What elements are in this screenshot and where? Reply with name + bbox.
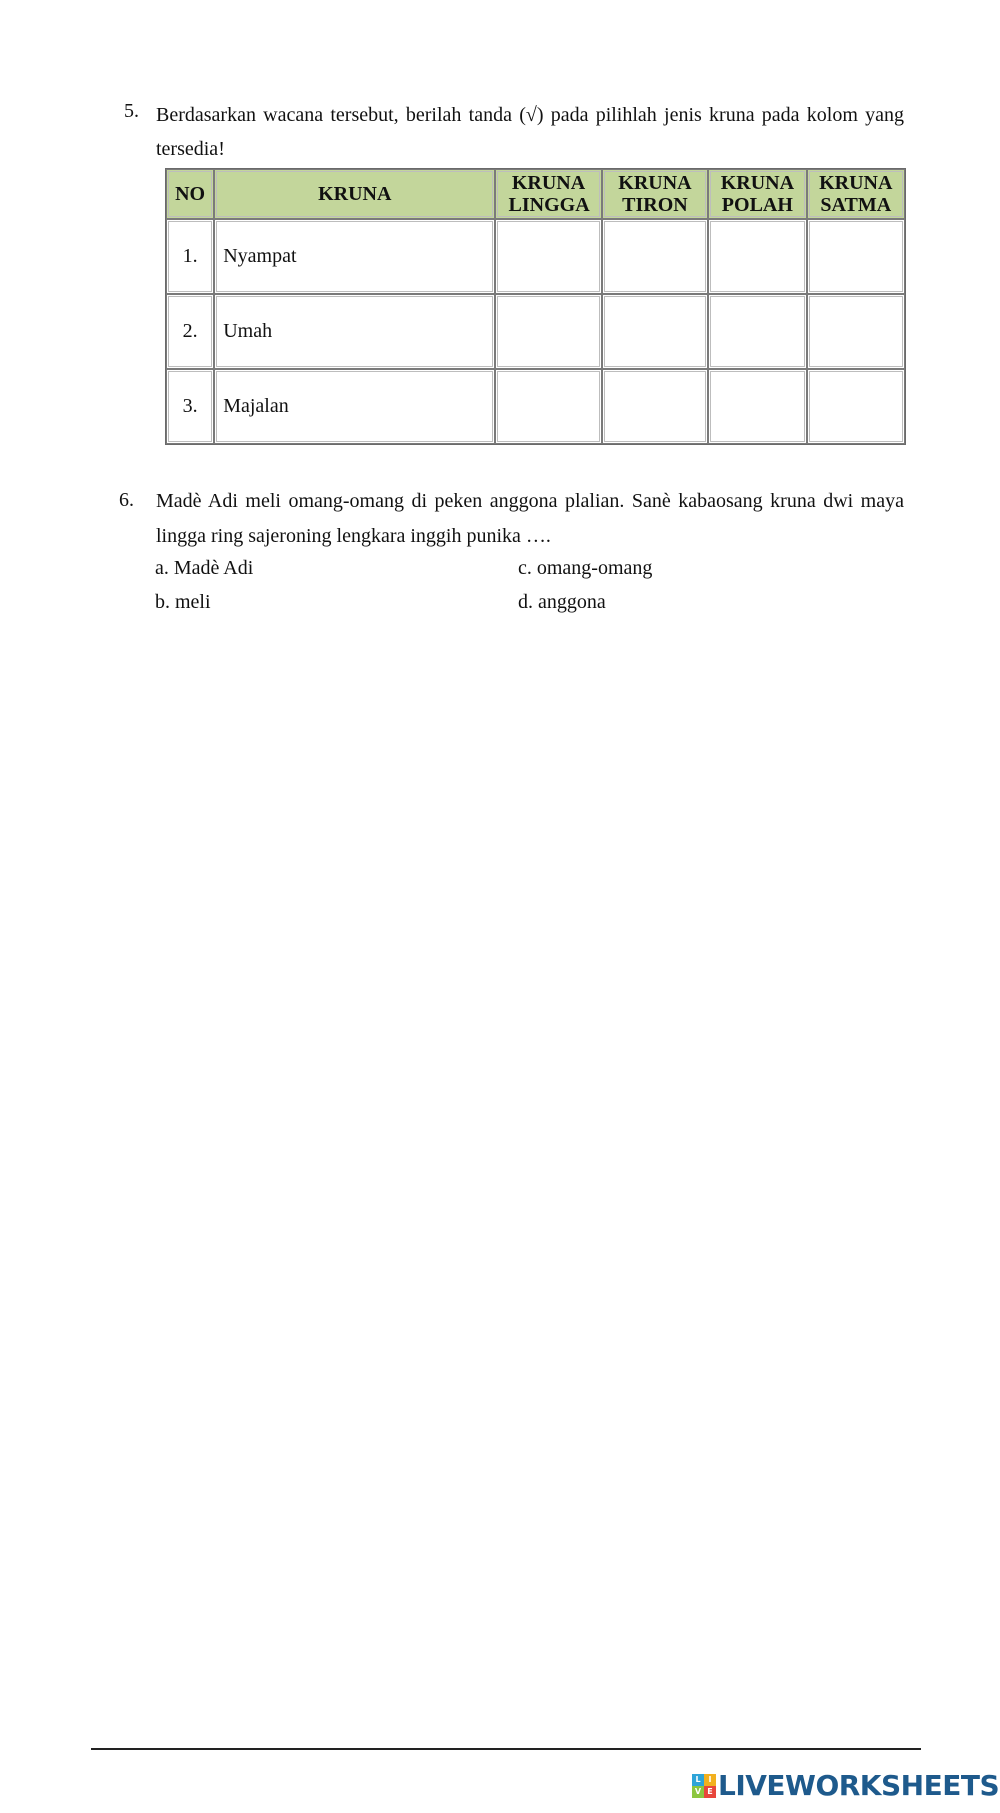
row-word: Umah (214, 294, 495, 369)
row-number: 2. (166, 294, 214, 369)
question-6-text: Madè Adi meli omang-omang di peken anggona plalian. Sanè kabaosang kruna dwi maya lingga ring sajeroning lengkara inggih punika …. (156, 490, 904, 547)
answer-cell-satma[interactable] (807, 219, 905, 294)
answer-cell-lingga[interactable] (495, 219, 601, 294)
question-6-number: 6. (119, 489, 134, 511)
question-5-number: 5. (124, 100, 139, 122)
header-kruna-polah-label: KRUNA POLAH (720, 172, 795, 216)
answer-cell-lingga[interactable] (495, 369, 601, 444)
answer-cell-satma[interactable] (807, 294, 905, 369)
row-word: Majalan (214, 369, 495, 444)
table-row (166, 294, 905, 369)
option-b[interactable]: b. meli (155, 591, 211, 613)
header-kruna-lingga (495, 169, 601, 219)
answer-cell-tiron[interactable] (602, 294, 708, 369)
answer-cell-polah[interactable] (708, 219, 806, 294)
option-a[interactable]: a. Madè Adi (155, 557, 254, 579)
answer-cell-satma[interactable] (807, 369, 905, 444)
header-no: NO (166, 169, 214, 219)
answer-cell-tiron[interactable] (602, 369, 708, 444)
liveworksheets-brand (692, 1768, 999, 1804)
header-kruna-polah (708, 169, 806, 219)
answer-cell-polah[interactable] (708, 294, 806, 369)
liveworksheets-logo-icon: L I V E (692, 1774, 716, 1798)
kruna-table (165, 168, 906, 445)
header-kruna-tiron-label: KRUNA TIRON (618, 172, 692, 216)
header-kruna-tiron (602, 169, 708, 219)
answer-cell-polah[interactable] (708, 369, 806, 444)
footer-divider (91, 1748, 921, 1750)
table-header-row (166, 169, 905, 219)
row-number: 3. (166, 369, 214, 444)
option-d[interactable]: d. anggona (518, 591, 606, 613)
option-c[interactable]: c. omang-omang (518, 557, 653, 579)
answer-cell-lingga[interactable] (495, 294, 601, 369)
answer-cell-tiron[interactable] (602, 219, 708, 294)
row-number: 1. (166, 219, 214, 294)
row-word: Nyampat (214, 219, 495, 294)
header-kruna: KRUNA (214, 169, 495, 219)
question-5-text: Berdasarkan wacana tersebut, berilah tanda (√) pada pilihlah jenis kruna pada kolom yang tersedia! (156, 104, 904, 160)
header-kruna-satma-label: KRUNA SATMA (819, 172, 893, 216)
header-kruna-lingga-label: KRUNA LINGGA (508, 172, 590, 216)
header-kruna-satma (807, 169, 905, 219)
table-row (166, 369, 905, 444)
table-row (166, 219, 905, 294)
brand-name: LIVEWORKSHEETS (718, 1769, 1000, 1802)
